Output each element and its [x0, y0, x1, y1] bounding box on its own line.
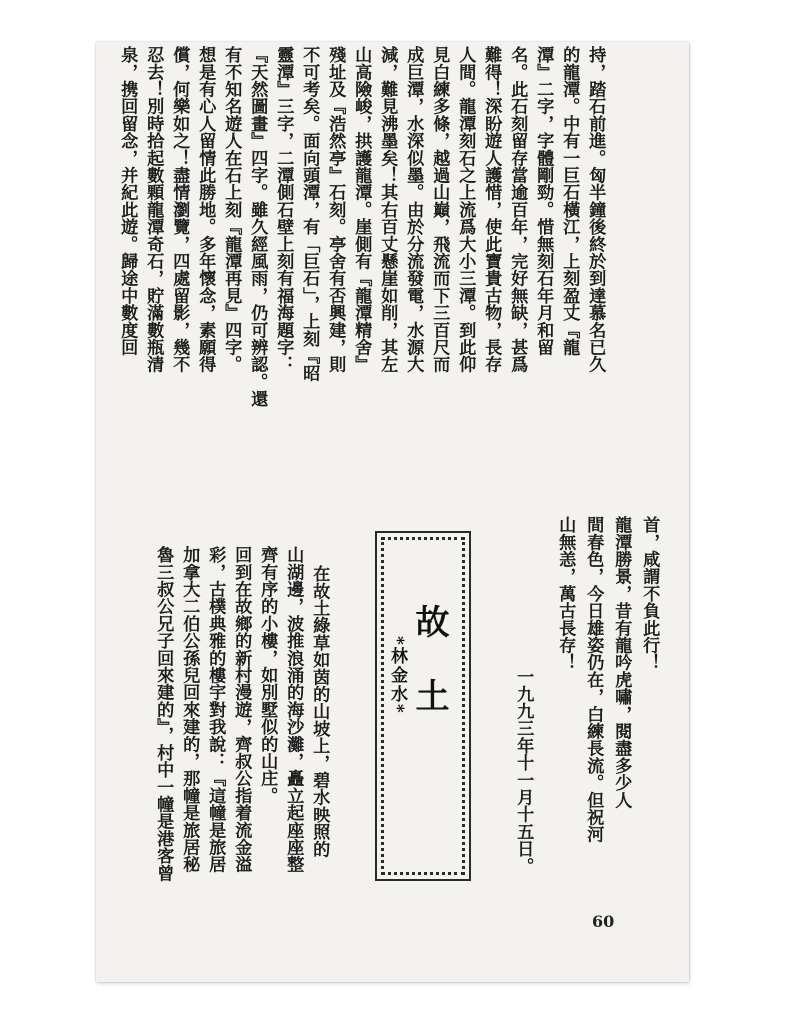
- lower-left-column-7: 魯三叔公兄子回來建的』，村中一幢是港客曾: [153, 546, 174, 882]
- lower-left-column-2: 山湖邊，波推浪涌的海沙灘，矗立起座座整: [283, 546, 304, 873]
- title-dotted-frame: [381, 537, 465, 875]
- upper-column-4: 名。此石刻留存當逾百年，完好無缺，甚爲: [507, 46, 528, 373]
- upper-column-15: 有不知名遊人在石上刻『龍潭再見』四字。: [221, 46, 242, 373]
- article-title: 故土: [409, 604, 449, 752]
- lower-right-column-4: 山無恙，萬古長存！: [555, 516, 576, 671]
- upper-column-16: 想是有心人留情此勝地。多年懷念，素願得: [195, 46, 216, 373]
- page-number: 60: [592, 912, 615, 931]
- lower-left-column-4: 回到在故鄉的新村漫遊，齊叔公指着流金溢: [231, 546, 252, 873]
- lower-right-column-5: 一九九三年十一月十五日。: [513, 668, 534, 875]
- lower-left-column-3: 齊有序的小樓，如別墅似的山庄。: [257, 546, 278, 804]
- upper-column-2: 的龍潭。中有一巨石橫江，上刻盈丈『龍: [559, 46, 580, 356]
- lower-left-column-1: 在故土綠草如茵的山坡上，碧水映照的: [309, 565, 330, 858]
- upper-column-9: 減，難見沸墨矣！其右百丈懸崖如削，其左: [377, 46, 398, 373]
- upper-column-3: 潭』二字，字體剛勁。惜無刻石年月和留: [533, 46, 554, 356]
- upper-column-10: 山高險峻，拱護龍潭。崖側有『龍潭精舍』: [351, 46, 372, 373]
- lower-right-column-2: 龍潭勝景，昔有龍吟虎嘯，閱盡多少人: [611, 516, 632, 809]
- upper-column-14: 『天然圖畫』四字。雖久經風雨，仍可辨認。還: [247, 46, 268, 408]
- lower-right-column-3: 間春色，今日雄姿仍在，白練長流。但祝河: [583, 516, 604, 843]
- lower-left-column-6: 加拿大二伯公孫兒回來建的，那幢是旅居秘: [179, 546, 200, 873]
- upper-column-1: 持，踏石前進。匈半鐘後終於到達慕名已久: [585, 46, 606, 373]
- upper-column-6: 人間。龍潭刻石之上流爲大小三潭。到此仰: [455, 46, 476, 373]
- upper-column-13: 靈潭』三字，二潭側石壁上刻有福海題字：: [273, 46, 294, 373]
- upper-column-7: 見白練多條，越過山巔，飛流而下三百尺而: [429, 46, 450, 373]
- upper-column-11: 殘址及『浩然亭』石刻。亭舍有否興建，則: [325, 46, 346, 373]
- upper-column-12: 不可考矣。面向頭潭，有「巨石」，上刻『昭: [299, 46, 320, 382]
- article-title-box: [375, 531, 471, 881]
- lower-left-column-5: 彩，古樸典雅的樓宇對我說：『這幢是旅居: [205, 546, 226, 873]
- upper-column-19: 泉，携回留念，并紀此遊。歸途中數度回: [117, 46, 138, 356]
- upper-column-17: 償，何樂如之！盡情瀏覽，四處留影，幾不: [169, 46, 190, 373]
- upper-column-8: 成巨潭，水深似墨。由於分流發電，水源大: [403, 46, 424, 373]
- upper-column-5: 難得！深盼遊人護惜，使此寶貴古物，長存: [481, 46, 502, 373]
- lower-right-column-1: 首，咸謂不負此行！: [639, 516, 660, 671]
- upper-column-18: 忍去！別時拾起數顆龍潭奇石，貯滿數瓶清: [143, 46, 164, 373]
- article-author: *林金水*: [387, 636, 407, 715]
